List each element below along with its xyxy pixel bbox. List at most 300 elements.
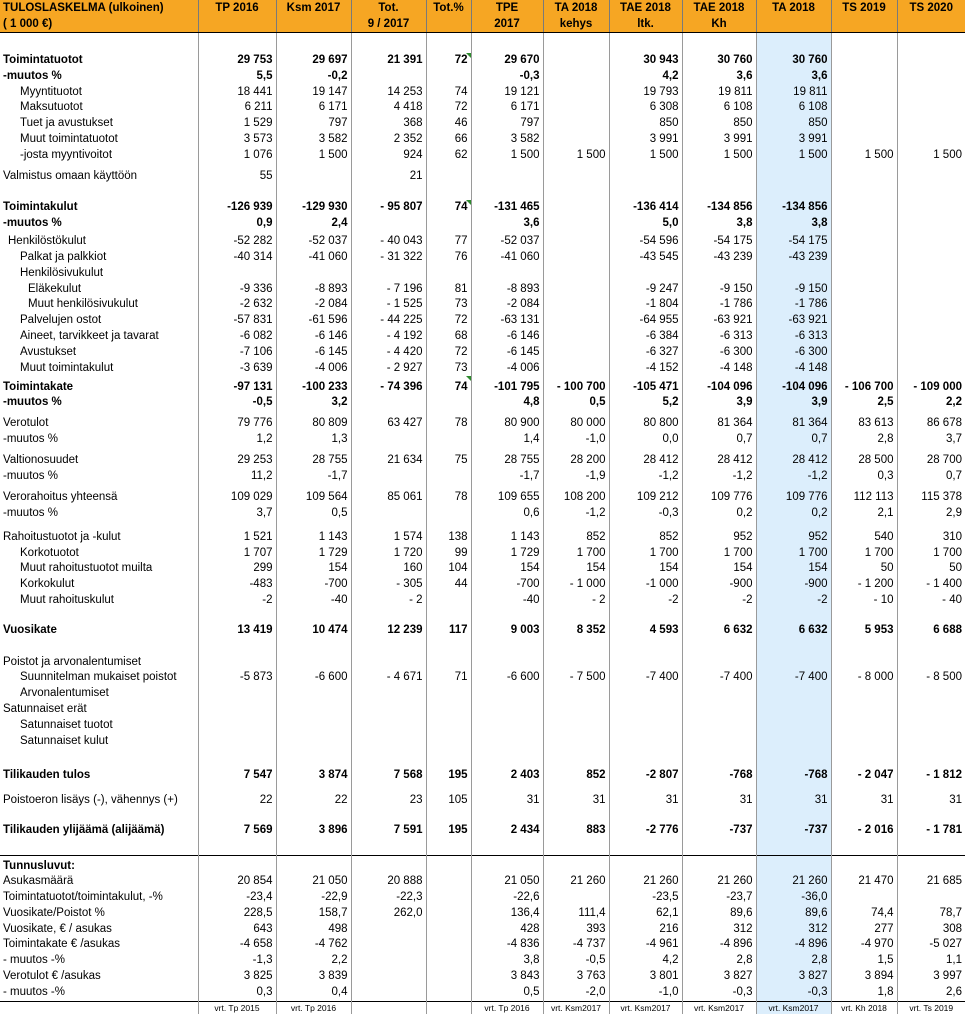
cell-value [276, 718, 351, 734]
cell-value: 78 [426, 411, 471, 432]
cell-value: -4 152 [609, 361, 682, 377]
cell-value: -6 300 [756, 345, 831, 361]
col-header-sub [897, 16, 965, 33]
cell-value: -64 955 [609, 313, 682, 329]
cell-value [543, 282, 609, 298]
cell-value: 3 991 [609, 132, 682, 148]
cell-value: 7 569 [198, 808, 276, 838]
cell-value: 154 [756, 561, 831, 577]
cell-value: 109 776 [682, 485, 756, 506]
cell-value [543, 116, 609, 132]
row-label: Satunnaiset erät [0, 702, 198, 718]
cell-value [831, 329, 897, 345]
cell-value: 3,6 [471, 216, 543, 232]
cell-value [897, 718, 965, 734]
cell-value [543, 718, 609, 734]
table-row [0, 922, 965, 938]
cell-value: -129 930 [276, 200, 351, 216]
row-label: -muutos % [0, 506, 198, 522]
cell-value: 2,6 [946, 985, 962, 998]
cell-value: 19 811 [756, 85, 831, 101]
table-row [0, 577, 965, 593]
cell-value [471, 266, 543, 282]
col-header-sub: kehys [543, 16, 609, 33]
cell-value: 1 700 [682, 546, 756, 562]
cell-value: 158,7 [276, 906, 351, 922]
table-row [0, 313, 965, 329]
cell-value [426, 216, 471, 232]
cell-value: -22,9 [276, 890, 351, 906]
cell-value: 14 253 [351, 85, 426, 101]
footer-note: vrt. Ksm2017 [609, 1001, 682, 1014]
cell-value: 3 991 [682, 132, 756, 148]
cell-value: 30 943 [609, 53, 682, 69]
cell-value [831, 686, 897, 702]
cell-value: -8 893 [276, 282, 351, 298]
cell-value [831, 33, 897, 54]
cell-value [351, 69, 426, 85]
cell-value: -52 037 [276, 232, 351, 250]
row-label: Avustukset [0, 345, 198, 361]
table-row [0, 266, 965, 282]
row-label: Aineet, tarvikkeet ja tavarat [0, 329, 198, 345]
cell-value: 195 [426, 808, 471, 838]
cell-value: 952 [682, 522, 756, 546]
cell-value: 1 500 [831, 148, 897, 164]
row-label: Arvonalentumiset [0, 686, 198, 702]
row-label: Korkokulut [0, 577, 198, 593]
row-label: Korkotuotot [0, 546, 198, 562]
table-row [0, 783, 965, 808]
cell-value: 86 678 [926, 417, 962, 430]
cell-value [543, 266, 609, 282]
cell-value [543, 297, 609, 313]
table-row [0, 148, 965, 164]
cell-value: -0,2 [276, 69, 351, 85]
cell-value: 1,1 [946, 954, 962, 967]
cell-value: 3 573 [198, 132, 276, 148]
cell-value [831, 232, 897, 250]
col-header-sub: 2017 [471, 16, 543, 33]
table-row [0, 216, 965, 232]
cell-value: -4 737 [543, 937, 609, 953]
table-row [0, 609, 965, 639]
cell-value [756, 164, 831, 185]
cell-value: - 106 700 [831, 376, 897, 395]
footer-note: vrt. Ksm2017 [543, 1001, 609, 1014]
cell-value: - 31 322 [351, 250, 426, 266]
cell-value: -1,7 [276, 469, 351, 485]
cell-value: - 95 807 [351, 200, 426, 216]
cell-value: 21 391 [351, 53, 426, 69]
cell-value: 20 888 [351, 874, 426, 890]
cell-value: 11,2 [198, 469, 276, 485]
cell-value: 105 [426, 783, 471, 808]
cell-value [351, 734, 426, 750]
cell-value: 850 [609, 116, 682, 132]
cell-value [426, 69, 471, 85]
cell-value: -23,7 [682, 890, 756, 906]
cell-value: - 2 [543, 593, 609, 609]
cell-value: - 10 [831, 593, 897, 609]
cell-value: 1 500 [609, 148, 682, 164]
cell-value: 2,8 [756, 953, 831, 969]
cell-value [426, 506, 471, 522]
cell-value [351, 216, 426, 232]
cell-value: -61 596 [276, 313, 351, 329]
cell-value [471, 164, 543, 185]
col-header-sub [198, 16, 276, 33]
cell-value [543, 100, 609, 116]
cell-value [897, 639, 965, 655]
table-row [0, 132, 965, 148]
cell-value: 81 364 [682, 411, 756, 432]
cell-value: - 109 000 [913, 380, 962, 393]
cell-value: 1 729 [276, 546, 351, 562]
cell-value [426, 969, 471, 985]
cell-value: -134 856 [682, 200, 756, 216]
cell-value: 0,2 [756, 506, 831, 522]
cell-value: 3,9 [756, 395, 831, 411]
cell-value: 797 [276, 116, 351, 132]
cell-value: 1,5 [831, 953, 897, 969]
cell-value: 138 [426, 522, 471, 546]
cell-value [609, 856, 682, 875]
cell-value [471, 702, 543, 718]
cell-value: - 7 196 [351, 282, 426, 298]
cell-value [426, 686, 471, 702]
cell-value [426, 922, 471, 938]
cell-value [609, 185, 682, 201]
cell-value: -131 465 [471, 200, 543, 216]
cell-value: 1 500 [682, 148, 756, 164]
table-row [0, 297, 965, 313]
row-label: Poistot ja arvonalentumiset [0, 655, 198, 671]
cell-value: 1 076 [198, 148, 276, 164]
cell-value: 21 050 [276, 874, 351, 890]
cell-value: 46 [426, 116, 471, 132]
cell-value: 50 [831, 561, 897, 577]
cell-value [276, 838, 351, 856]
cell-value: 21 260 [609, 874, 682, 890]
cell-value: 216 [609, 922, 682, 938]
cell-value: 80 800 [609, 411, 682, 432]
cell-value [831, 345, 897, 361]
cell-value: 3,8 [756, 216, 831, 232]
cell-value [756, 655, 831, 671]
cell-value [756, 734, 831, 750]
col-header-sub [426, 16, 471, 33]
cell-value: 28 412 [756, 448, 831, 469]
cell-value: -7 400 [756, 670, 831, 686]
cell-value [351, 469, 426, 485]
cell-value: 62,1 [609, 906, 682, 922]
cell-value [426, 164, 471, 185]
cell-value: 89,6 [756, 906, 831, 922]
cell-value [426, 985, 471, 1001]
cell-value: 6 632 [756, 609, 831, 639]
row-label: Suunnitelman mukaiset poistot [0, 670, 198, 686]
table-row [0, 100, 965, 116]
cell-value: 75 [426, 448, 471, 469]
cell-value [426, 185, 471, 201]
cell-value: 89,6 [682, 906, 756, 922]
cell-value: 4,2 [609, 69, 682, 85]
cell-value: 6 308 [609, 100, 682, 116]
cell-value: 28 200 [543, 448, 609, 469]
cell-value: 62 [426, 148, 471, 164]
cell-value [831, 132, 897, 148]
cell-value: -4 896 [756, 937, 831, 953]
cell-value: 6 108 [682, 100, 756, 116]
row-label: -muutos % [0, 216, 198, 232]
cell-value: 108 200 [543, 485, 609, 506]
col-header-sub [831, 16, 897, 33]
cell-value [682, 266, 756, 282]
cell-value: 81 [426, 282, 471, 298]
cell-value [756, 838, 831, 856]
cell-value [426, 838, 471, 856]
cell-value [351, 432, 426, 448]
cell-value: -1,0 [609, 985, 682, 1001]
cell-value: 6 171 [276, 100, 351, 116]
cell-value: -6 313 [756, 329, 831, 345]
cell-value [198, 734, 276, 750]
cell-value: 73 [426, 361, 471, 377]
row-label: Palkat ja palkkiot [0, 250, 198, 266]
cell-value [276, 33, 351, 54]
cell-value: 1,2 [198, 432, 276, 448]
cell-value [897, 216, 965, 232]
cell-value: -2,0 [543, 985, 609, 1001]
cell-value [543, 329, 609, 345]
cell-value: - 40 043 [351, 232, 426, 250]
cell-value [276, 686, 351, 702]
col-header: TS 2020 [897, 0, 965, 16]
cell-value: 1 707 [198, 546, 276, 562]
cell-value: 4,2 [609, 953, 682, 969]
cell-value: 44 [426, 577, 471, 593]
cell-value [471, 734, 543, 750]
cell-value: 0,3 [831, 469, 897, 485]
col-header: Tot.% [426, 0, 471, 16]
cell-value: 3 874 [276, 749, 351, 783]
cell-value [831, 838, 897, 856]
cell-value: 19 147 [276, 85, 351, 101]
cell-value: -7 106 [198, 345, 276, 361]
cell-value: 50 [949, 562, 962, 575]
row-label: -josta myyntivoitot [0, 148, 198, 164]
cell-value: -3 639 [198, 361, 276, 377]
cell-value [351, 718, 426, 734]
cell-value: 0,5 [543, 395, 609, 411]
cell-value [831, 655, 897, 671]
cell-value [276, 266, 351, 282]
cell-value: 28 500 [831, 448, 897, 469]
cell-value [897, 53, 965, 69]
cell-value: 80 900 [471, 411, 543, 432]
cell-value: 74 [426, 376, 471, 395]
table-row [0, 33, 965, 54]
cell-value: 72 [426, 345, 471, 361]
cell-value: 277 [831, 922, 897, 938]
cell-value: 19 121 [471, 85, 543, 101]
table-row [0, 395, 965, 411]
cell-value [198, 185, 276, 201]
cell-value: 22 [198, 783, 276, 808]
row-label: Verotulot [0, 411, 198, 432]
table-row [0, 718, 965, 734]
cell-value: 136,4 [471, 906, 543, 922]
cell-value [682, 702, 756, 718]
cell-value [543, 33, 609, 54]
cell-value: 797 [471, 116, 543, 132]
cell-value: 30 760 [756, 53, 831, 69]
footer-label [0, 1001, 198, 1014]
cell-value: -40 [276, 593, 351, 609]
cell-value: -1,9 [543, 469, 609, 485]
cell-value: -2 807 [609, 749, 682, 783]
cell-value [351, 33, 426, 54]
cell-value: -6 600 [471, 670, 543, 686]
cell-value [276, 655, 351, 671]
footer-row [0, 1001, 965, 1014]
cell-value: 72 [426, 100, 471, 116]
cell-value: 68 [426, 329, 471, 345]
cell-value: 1 574 [351, 522, 426, 546]
cell-value: 79 776 [198, 411, 276, 432]
cell-value: 540 [831, 522, 897, 546]
row-label: Toimintatuotot/toimintakulut, -% [0, 890, 198, 906]
cell-value: 3 763 [543, 969, 609, 985]
cell-value: 28 700 [926, 454, 962, 467]
cell-value: 7 591 [351, 808, 426, 838]
cell-value: 117 [426, 609, 471, 639]
cell-value [831, 639, 897, 655]
cell-value: -768 [682, 749, 756, 783]
col-header: TPE [471, 0, 543, 16]
cell-value: 63 427 [351, 411, 426, 432]
row-label: Muut toimintakulut [0, 361, 198, 377]
table-row [0, 639, 965, 655]
cell-value [543, 686, 609, 702]
cell-value: -4 006 [276, 361, 351, 377]
cell-value [756, 686, 831, 702]
cell-value: 0,2 [682, 506, 756, 522]
cell-value [351, 185, 426, 201]
cell-value: -52 037 [471, 232, 543, 250]
cell-value: -41 060 [276, 250, 351, 266]
row-label: Muut rahoitustuotot muilta [0, 561, 198, 577]
table-row [0, 546, 965, 562]
table-row [0, 85, 965, 101]
cell-value: -0,3 [756, 985, 831, 1001]
cell-value: -900 [756, 577, 831, 593]
table-row [0, 985, 965, 1001]
footer-note: vrt. Tp 2016 [276, 1001, 351, 1014]
cell-value [609, 639, 682, 655]
cell-value: -2 [682, 593, 756, 609]
cell-value [198, 718, 276, 734]
cell-value: -0,3 [471, 69, 543, 85]
header-title: TULOSLASKELMA (ulkoinen) [0, 0, 198, 16]
cell-value: 1 500 [471, 148, 543, 164]
cell-value: 83 613 [831, 411, 897, 432]
cell-value [897, 85, 965, 101]
cell-value: -54 596 [609, 232, 682, 250]
cell-value [831, 266, 897, 282]
cell-value: 3,6 [756, 69, 831, 85]
cell-value: -9 336 [198, 282, 276, 298]
cell-value: 0,0 [609, 432, 682, 448]
col-header-sub: Kh [682, 16, 756, 33]
cell-value: 28 755 [276, 448, 351, 469]
cell-value [682, 639, 756, 655]
col-header: Tot. [351, 0, 426, 16]
cell-value [897, 185, 965, 201]
cell-value: 3 839 [276, 969, 351, 985]
col-header: TS 2019 [831, 0, 897, 16]
cell-value: 3 801 [609, 969, 682, 985]
cell-value [897, 345, 965, 361]
table-row [0, 937, 965, 953]
cell-value: -6 145 [471, 345, 543, 361]
cell-value: 112 113 [831, 485, 897, 506]
cell-value: -43 239 [682, 250, 756, 266]
cell-value: -9 150 [682, 282, 756, 298]
cell-value [609, 655, 682, 671]
table-row [0, 969, 965, 985]
cell-value [543, 856, 609, 875]
cell-value: - 1 781 [926, 823, 962, 836]
cell-value [831, 297, 897, 313]
cell-value: -43 239 [756, 250, 831, 266]
cell-value: 2 403 [471, 749, 543, 783]
cell-value: -2 [609, 593, 682, 609]
cell-value: 72 [426, 53, 471, 69]
row-label: Muut henkilösivukulut [0, 297, 198, 313]
table-row [0, 411, 965, 432]
table-row [0, 670, 965, 686]
cell-value: 308 [942, 922, 962, 935]
cell-value [426, 702, 471, 718]
table-row [0, 906, 965, 922]
cell-value [426, 890, 471, 906]
cell-value: 109 564 [276, 485, 351, 506]
row-label: - muutos -% [0, 953, 198, 969]
cell-value [756, 856, 831, 875]
cell-value [897, 250, 965, 266]
cell-value [756, 33, 831, 54]
cell-value: 109 212 [609, 485, 682, 506]
cell-value: -2 084 [471, 297, 543, 313]
cell-value: 73 [426, 297, 471, 313]
cell-value: 6 171 [471, 100, 543, 116]
cell-value [426, 432, 471, 448]
cell-value [471, 185, 543, 201]
cell-value [756, 718, 831, 734]
cell-value: -54 175 [756, 232, 831, 250]
cell-value: 80 809 [276, 411, 351, 432]
cell-value: 852 [609, 522, 682, 546]
cell-value [351, 985, 426, 1001]
table-row [0, 361, 965, 377]
cell-value [351, 686, 426, 702]
cell-value [543, 53, 609, 69]
cell-value: 310 [942, 530, 962, 543]
cell-value [471, 33, 543, 54]
cell-value [543, 164, 609, 185]
